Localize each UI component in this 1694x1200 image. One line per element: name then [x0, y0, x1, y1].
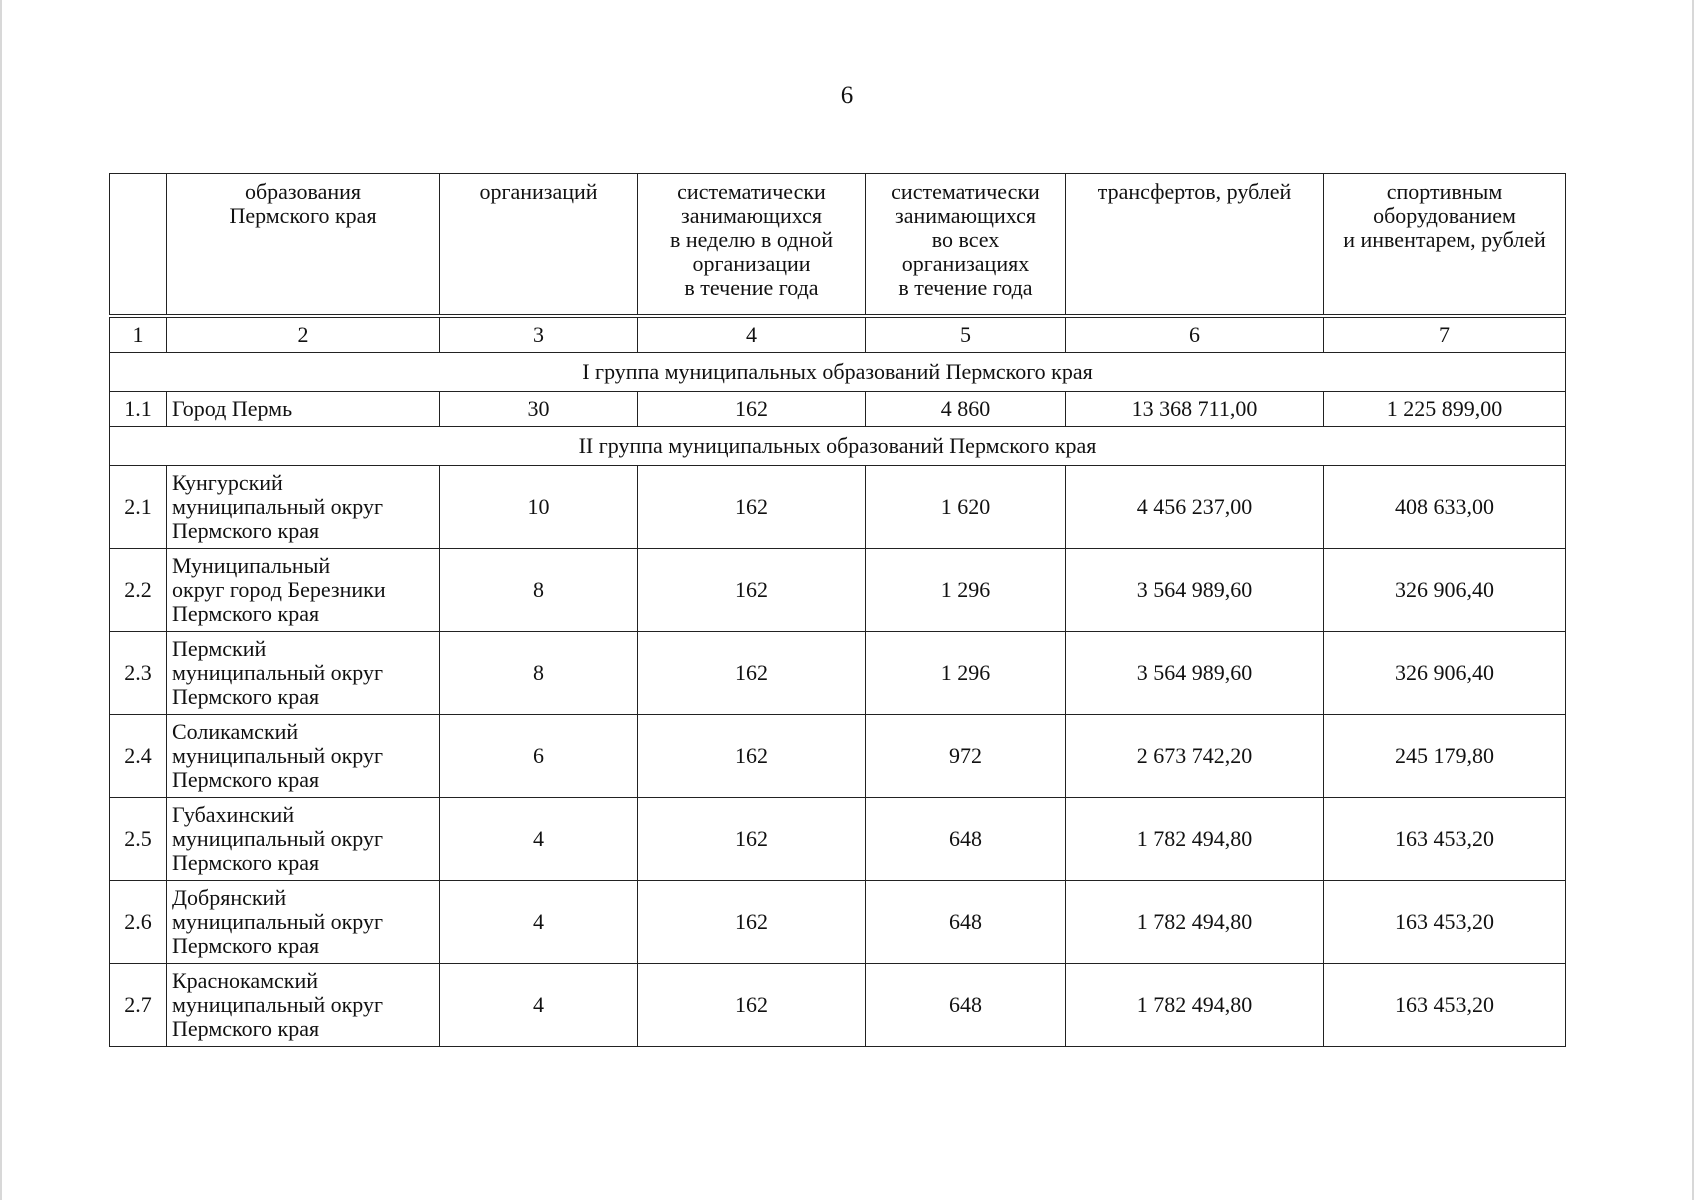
header-cell: систематически занимающихся в неделю в одной организации в течение года — [638, 174, 866, 317]
group-title: I группа муниципальных образований Пермского края — [110, 353, 1566, 392]
column-number-cell: 7 — [1324, 316, 1566, 353]
value-cell: 6 — [440, 715, 638, 798]
value-cell: 162 — [638, 466, 866, 549]
column-number-cell: 2 — [167, 316, 440, 353]
value-cell: 1 296 — [866, 549, 1066, 632]
value-cell: 8 — [440, 549, 638, 632]
column-number-cell: 3 — [440, 316, 638, 353]
group-title-row — [110, 353, 1566, 392]
municipality-name: Город Пермь — [167, 392, 440, 427]
table-row — [110, 964, 1566, 1047]
value-cell: 1 782 494,80 — [1066, 964, 1324, 1047]
header-cell: организаций — [440, 174, 638, 317]
header-cell: трансфертов, рублей — [1066, 174, 1324, 317]
column-number-cell: 6 — [1066, 316, 1324, 353]
value-cell: 162 — [638, 549, 866, 632]
value-cell: 8 — [440, 632, 638, 715]
value-cell: 162 — [638, 798, 866, 881]
value-cell: 648 — [866, 881, 1066, 964]
value-cell: 30 — [440, 392, 638, 427]
header-cell: систематически занимающихся во всех организациях в течение года — [866, 174, 1066, 317]
value-cell: 4 456 237,00 — [1066, 466, 1324, 549]
group-title: II группа муниципальных образований Пермского края — [110, 427, 1566, 466]
table-row — [110, 632, 1566, 715]
value-cell: 1 296 — [866, 632, 1066, 715]
value-cell: 1 225 899,00 — [1324, 392, 1566, 427]
value-cell: 972 — [866, 715, 1066, 798]
table-row — [110, 549, 1566, 632]
value-cell: 3 564 989,60 — [1066, 549, 1324, 632]
page-number: 6 — [840, 82, 854, 109]
row-number: 2.3 — [110, 632, 167, 715]
table-row — [110, 881, 1566, 964]
municipality-name: Добрянский муниципальный округ Пермского края — [167, 881, 440, 964]
value-cell: 13 368 711,00 — [1066, 392, 1324, 427]
value-cell: 3 564 989,60 — [1066, 632, 1324, 715]
value-cell: 648 — [866, 964, 1066, 1047]
column-number-row — [110, 316, 1566, 353]
scan-edge-left — [0, 0, 2, 1200]
row-number: 2.5 — [110, 798, 167, 881]
header-cell: образования Пермского края — [167, 174, 440, 317]
data-table — [109, 173, 1566, 1047]
header-cell — [110, 174, 167, 317]
value-cell: 4 860 — [866, 392, 1066, 427]
value-cell: 162 — [638, 964, 866, 1047]
value-cell: 408 633,00 — [1324, 466, 1566, 549]
value-cell: 163 453,20 — [1324, 798, 1566, 881]
value-cell: 326 906,40 — [1324, 549, 1566, 632]
municipality-name: Соликамский муниципальный округ Пермского края — [167, 715, 440, 798]
table-row — [110, 715, 1566, 798]
row-number: 2.2 — [110, 549, 167, 632]
row-number: 2.7 — [110, 964, 167, 1047]
value-cell: 326 906,40 — [1324, 632, 1566, 715]
value-cell: 163 453,20 — [1324, 964, 1566, 1047]
row-number: 2.6 — [110, 881, 167, 964]
row-number: 1.1 — [110, 392, 167, 427]
value-cell: 1 782 494,80 — [1066, 881, 1324, 964]
table-row — [110, 392, 1566, 427]
value-cell: 163 453,20 — [1324, 881, 1566, 964]
value-cell: 4 — [440, 881, 638, 964]
value-cell: 245 179,80 — [1324, 715, 1566, 798]
column-number-cell: 1 — [110, 316, 167, 353]
table-row — [110, 798, 1566, 881]
header-row — [110, 174, 1566, 317]
value-cell: 162 — [638, 881, 866, 964]
value-cell: 10 — [440, 466, 638, 549]
value-cell: 648 — [866, 798, 1066, 881]
municipality-name: Муниципальный округ город Березники Пермского края — [167, 549, 440, 632]
value-cell: 162 — [638, 715, 866, 798]
municipality-name: Пермский муниципальный округ Пермского края — [167, 632, 440, 715]
value-cell: 2 673 742,20 — [1066, 715, 1324, 798]
row-number: 2.1 — [110, 466, 167, 549]
column-number-cell: 4 — [638, 316, 866, 353]
table-row — [110, 466, 1566, 549]
group-title-row — [110, 427, 1566, 466]
header-cell: спортивным оборудованием и инвентарем, рублей — [1324, 174, 1566, 317]
value-cell: 1 782 494,80 — [1066, 798, 1324, 881]
value-cell: 1 620 — [866, 466, 1066, 549]
value-cell: 4 — [440, 964, 638, 1047]
value-cell: 162 — [638, 632, 866, 715]
column-number-cell: 5 — [866, 316, 1066, 353]
value-cell: 162 — [638, 392, 866, 427]
municipality-name: Краснокамский муниципальный округ Пермского края — [167, 964, 440, 1047]
municipality-name: Кунгурский муниципальный округ Пермского края — [167, 466, 440, 549]
municipality-name: Губахинский муниципальный округ Пермского края — [167, 798, 440, 881]
value-cell: 4 — [440, 798, 638, 881]
row-number: 2.4 — [110, 715, 167, 798]
